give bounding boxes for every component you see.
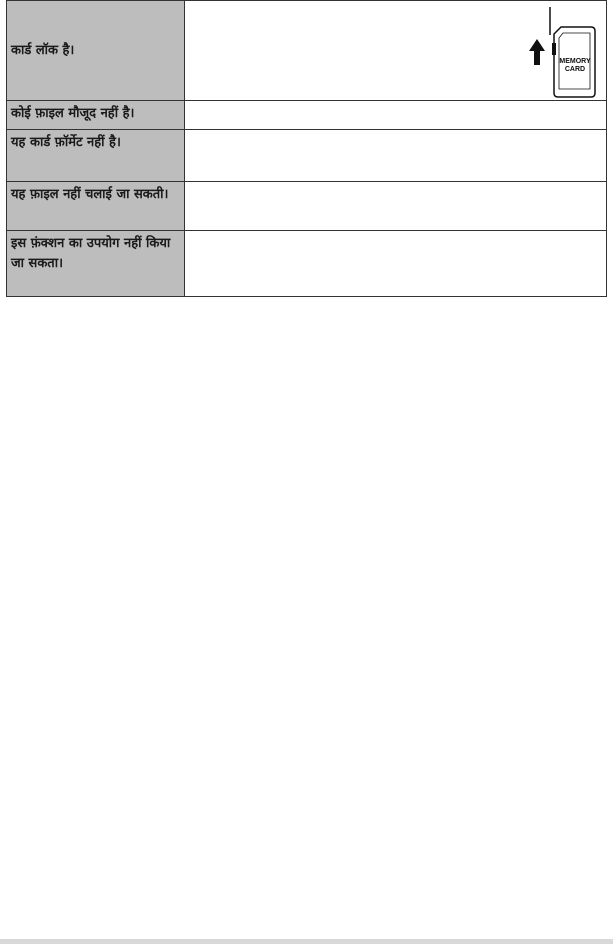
message-label-cannot-play: यह फ़ाइल नहीं चलाई जा सकती। [7,182,185,231]
page-footer-bar [0,939,613,944]
message-description-not-formatted [185,130,607,182]
memory-card-illustration [516,5,602,99]
message-description-function-unavailable [185,231,607,297]
table-row-function-unavailable [7,231,607,297]
error-message-table [6,0,607,297]
message-description-no-file [185,101,607,130]
message-description-cannot-play [185,182,607,231]
message-label-not-formatted: यह कार्ड फ़ॉर्मेट नहीं है। [7,130,185,182]
message-label-card-locked: कार्ड लॉक है। [7,1,185,101]
message-label-function-unavailable: इस फ़ंक्शन का उपयोग नहीं किया जा सकता। [7,231,185,297]
table-row-card-locked [7,1,607,101]
table-row-not-formatted [7,130,607,182]
message-label-no-file: कोई फ़ाइल मौजूद नहीं है। [7,101,185,130]
memory-card-text-line2: CARD [564,66,586,73]
message-description-card-locked [185,1,607,101]
memory-card-text-line1: MEMORY [559,58,591,65]
up-arrow-icon [529,39,545,65]
memory-card-icon [516,5,602,99]
table-row-cannot-play [7,182,607,231]
table-row-no-file [7,101,607,130]
